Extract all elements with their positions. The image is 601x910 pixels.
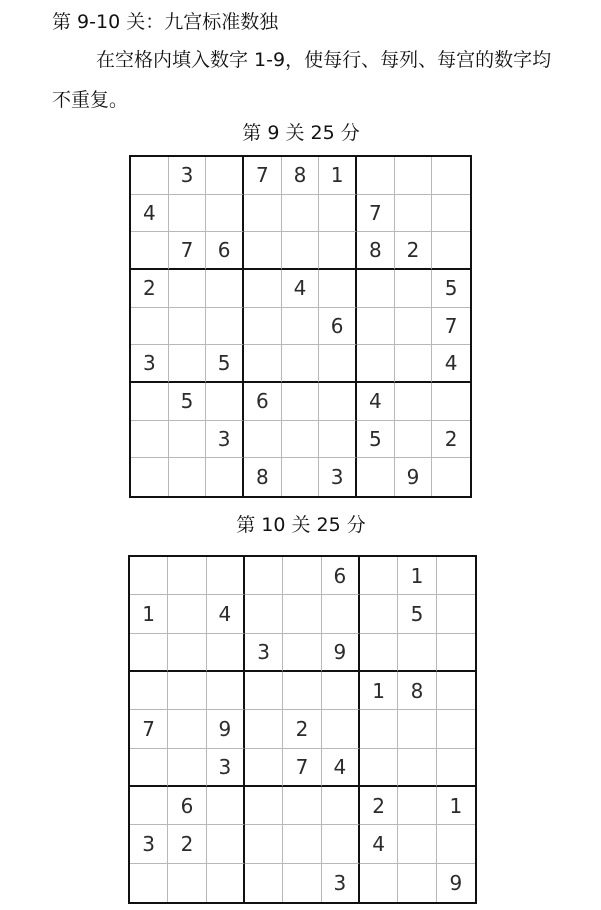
sudoku-cell[interactable] bbox=[207, 557, 245, 595]
sudoku-cell[interactable] bbox=[244, 308, 282, 346]
sudoku-cell[interactable] bbox=[437, 710, 475, 748]
sudoku-cell[interactable] bbox=[322, 595, 360, 633]
sudoku-cell: 7 bbox=[169, 232, 207, 270]
sudoku-cell[interactable] bbox=[395, 383, 433, 421]
sudoku-cell[interactable] bbox=[360, 710, 398, 748]
sudoku-cell[interactable] bbox=[357, 157, 395, 195]
sudoku-cell: 6 bbox=[244, 383, 282, 421]
sudoku-cell: 3 bbox=[245, 634, 283, 672]
sudoku-cell: 2 bbox=[131, 270, 169, 308]
sudoku-cell: 3 bbox=[206, 421, 244, 459]
sudoku-cell[interactable] bbox=[130, 864, 168, 902]
sudoku-cell[interactable] bbox=[319, 232, 357, 270]
sudoku-cell[interactable] bbox=[282, 421, 320, 459]
sudoku-cell: 7 bbox=[432, 308, 470, 346]
sudoku-cell[interactable] bbox=[131, 458, 169, 496]
sudoku-cell: 2 bbox=[283, 710, 321, 748]
sudoku-cell[interactable] bbox=[168, 634, 206, 672]
sudoku-cell[interactable] bbox=[168, 557, 206, 595]
sudoku-cell: 8 bbox=[398, 672, 436, 710]
sudoku-cell: 8 bbox=[282, 157, 320, 195]
sudoku-cell[interactable] bbox=[169, 308, 207, 346]
puzzle-title-9: 第 9 关 25 分 bbox=[242, 122, 360, 144]
sudoku-cell[interactable] bbox=[206, 308, 244, 346]
sudoku-cell[interactable] bbox=[319, 270, 357, 308]
sudoku-cell[interactable] bbox=[207, 634, 245, 672]
sudoku-cell[interactable] bbox=[245, 710, 283, 748]
sudoku-cell[interactable] bbox=[322, 825, 360, 863]
page-heading: 第 9-10 关：九宫标准数独 bbox=[52, 11, 279, 33]
sudoku-cell[interactable] bbox=[283, 595, 321, 633]
sudoku-cell: 4 bbox=[131, 195, 169, 233]
sudoku-cell: 3 bbox=[207, 749, 245, 787]
sudoku-cell[interactable] bbox=[283, 634, 321, 672]
sudoku-cell[interactable] bbox=[131, 308, 169, 346]
sudoku-cell[interactable] bbox=[398, 749, 436, 787]
sudoku-cell: 9 bbox=[322, 634, 360, 672]
sudoku-cell: 8 bbox=[357, 232, 395, 270]
sudoku-cell[interactable] bbox=[130, 749, 168, 787]
sudoku-cell[interactable] bbox=[395, 270, 433, 308]
sudoku-cell[interactable] bbox=[357, 345, 395, 383]
sudoku-cell: 4 bbox=[357, 383, 395, 421]
sudoku-cell[interactable] bbox=[398, 787, 436, 825]
sudoku-cell[interactable] bbox=[432, 195, 470, 233]
sudoku-cell: 7 bbox=[244, 157, 282, 195]
sudoku-cell: 1 bbox=[319, 157, 357, 195]
sudoku-cell[interactable] bbox=[432, 383, 470, 421]
sudoku-cell[interactable] bbox=[282, 308, 320, 346]
sudoku-cell[interactable] bbox=[360, 557, 398, 595]
sudoku-cell: 4 bbox=[207, 595, 245, 633]
sudoku-cell[interactable] bbox=[360, 634, 398, 672]
sudoku-cell: 8 bbox=[244, 458, 282, 496]
sudoku-cell[interactable] bbox=[437, 595, 475, 633]
sudoku-cell: 1 bbox=[398, 557, 436, 595]
sudoku-cell: 3 bbox=[319, 458, 357, 496]
sudoku-cell[interactable] bbox=[437, 672, 475, 710]
sudoku-cell[interactable] bbox=[395, 195, 433, 233]
sudoku-cell[interactable] bbox=[169, 345, 207, 383]
sudoku-cell[interactable] bbox=[282, 383, 320, 421]
sudoku-cell[interactable] bbox=[432, 232, 470, 270]
sudoku-cell[interactable] bbox=[322, 710, 360, 748]
instructions: 在空格内填入数字 1-9，使每行、每列、每宫的数字均不重复。 bbox=[52, 49, 552, 111]
sudoku-cell: 7 bbox=[357, 195, 395, 233]
sudoku-cell[interactable] bbox=[169, 270, 207, 308]
sudoku-cell[interactable] bbox=[395, 157, 433, 195]
sudoku-cell[interactable] bbox=[169, 195, 207, 233]
sudoku-cell[interactable] bbox=[169, 458, 207, 496]
sudoku-cell[interactable] bbox=[282, 195, 320, 233]
sudoku-cell: 5 bbox=[432, 270, 470, 308]
sudoku-cell[interactable] bbox=[207, 787, 245, 825]
sudoku-cell[interactable] bbox=[357, 458, 395, 496]
sudoku-cell: 6 bbox=[168, 787, 206, 825]
puzzle-title-10: 第 10 关 25 分 bbox=[236, 514, 366, 536]
sudoku-cell: 7 bbox=[283, 749, 321, 787]
sudoku-cell[interactable] bbox=[245, 825, 283, 863]
sudoku-cell[interactable] bbox=[206, 458, 244, 496]
sudoku-cell[interactable] bbox=[282, 232, 320, 270]
sudoku-cell[interactable] bbox=[283, 787, 321, 825]
sudoku-cell[interactable] bbox=[319, 383, 357, 421]
sudoku-cell[interactable] bbox=[432, 458, 470, 496]
sudoku-cell[interactable] bbox=[130, 787, 168, 825]
sudoku-cell[interactable] bbox=[206, 383, 244, 421]
sudoku-cell[interactable] bbox=[168, 672, 206, 710]
sudoku-cell[interactable] bbox=[244, 421, 282, 459]
sudoku-cell[interactable] bbox=[244, 232, 282, 270]
sudoku-cell[interactable] bbox=[245, 557, 283, 595]
sudoku-cell[interactable] bbox=[360, 749, 398, 787]
sudoku-cell[interactable] bbox=[131, 421, 169, 459]
sudoku-cell: 2 bbox=[395, 232, 433, 270]
sudoku-cell: 7 bbox=[130, 710, 168, 748]
sudoku-cell[interactable] bbox=[245, 749, 283, 787]
sudoku-cell: 6 bbox=[322, 557, 360, 595]
sudoku-cell[interactable] bbox=[206, 270, 244, 308]
sudoku-cell[interactable] bbox=[357, 270, 395, 308]
sudoku-grid-9 bbox=[129, 155, 472, 498]
sudoku-cell[interactable] bbox=[283, 672, 321, 710]
sudoku-cell: 3 bbox=[130, 825, 168, 863]
sudoku-cell[interactable] bbox=[282, 458, 320, 496]
sudoku-cell[interactable] bbox=[168, 595, 206, 633]
sudoku-cell: 4 bbox=[360, 825, 398, 863]
sudoku-cell[interactable] bbox=[207, 825, 245, 863]
sudoku-cell[interactable] bbox=[207, 864, 245, 902]
sudoku-cell[interactable] bbox=[283, 825, 321, 863]
sudoku-cell[interactable] bbox=[169, 421, 207, 459]
sudoku-cell: 1 bbox=[437, 787, 475, 825]
sudoku-cell[interactable] bbox=[131, 383, 169, 421]
sudoku-cell: 6 bbox=[206, 232, 244, 270]
sudoku-cell: 2 bbox=[360, 787, 398, 825]
sudoku-cell: 3 bbox=[169, 157, 207, 195]
sudoku-cell[interactable] bbox=[130, 557, 168, 595]
sudoku-cell: 5 bbox=[357, 421, 395, 459]
sudoku-cell[interactable] bbox=[437, 634, 475, 672]
sudoku-cell[interactable] bbox=[244, 195, 282, 233]
sudoku-cell: 6 bbox=[319, 308, 357, 346]
sudoku-cell: 2 bbox=[168, 825, 206, 863]
sudoku-cell: 1 bbox=[360, 672, 398, 710]
sudoku-cell[interactable] bbox=[395, 421, 433, 459]
sudoku-cell: 3 bbox=[322, 864, 360, 902]
sudoku-cell[interactable] bbox=[395, 308, 433, 346]
sudoku-cell[interactable] bbox=[168, 710, 206, 748]
sudoku-cell[interactable] bbox=[168, 749, 206, 787]
sudoku-cell[interactable] bbox=[206, 195, 244, 233]
sudoku-cell[interactable] bbox=[398, 710, 436, 748]
sudoku-cell[interactable] bbox=[398, 634, 436, 672]
sudoku-cell[interactable] bbox=[131, 232, 169, 270]
sudoku-cell[interactable] bbox=[131, 157, 169, 195]
sudoku-cell[interactable] bbox=[319, 421, 357, 459]
sudoku-cell[interactable] bbox=[130, 634, 168, 672]
sudoku-cell[interactable] bbox=[360, 864, 398, 902]
sudoku-cell[interactable] bbox=[245, 595, 283, 633]
sudoku-cell: 3 bbox=[131, 345, 169, 383]
sudoku-cell[interactable] bbox=[395, 345, 433, 383]
sudoku-cell[interactable] bbox=[244, 270, 282, 308]
sudoku-cell[interactable] bbox=[437, 825, 475, 863]
sudoku-cell: 9 bbox=[449, 870, 463, 895]
sudoku-cell: 5 bbox=[398, 595, 436, 633]
sudoku-cell: 9 bbox=[207, 710, 245, 748]
sudoku-cell[interactable] bbox=[130, 672, 168, 710]
sudoku-cell[interactable] bbox=[437, 557, 475, 595]
sudoku-cell[interactable] bbox=[283, 864, 321, 902]
sudoku-cell: 2 bbox=[432, 421, 470, 459]
sudoku-cell: 5 bbox=[169, 383, 207, 421]
sudoku-cell: 4 bbox=[322, 749, 360, 787]
sudoku-cell[interactable] bbox=[432, 157, 470, 195]
sudoku-cell[interactable] bbox=[245, 864, 283, 902]
sudoku-cell[interactable] bbox=[283, 557, 321, 595]
sudoku-cell: 5 bbox=[206, 345, 244, 383]
sudoku-cell[interactable] bbox=[398, 864, 436, 902]
sudoku-cell[interactable] bbox=[322, 672, 360, 710]
sudoku-cell[interactable] bbox=[282, 345, 320, 383]
sudoku-cell[interactable] bbox=[245, 672, 283, 710]
sudoku-cell[interactable] bbox=[319, 195, 357, 233]
sudoku-cell[interactable] bbox=[357, 308, 395, 346]
sudoku-cell: 9 bbox=[395, 458, 433, 496]
sudoku-grid-10 bbox=[128, 555, 477, 904]
sudoku-cell[interactable] bbox=[245, 787, 283, 825]
sudoku-cell: 1 bbox=[130, 595, 168, 633]
sudoku-cell: 4 bbox=[282, 270, 320, 308]
sudoku-cell[interactable] bbox=[207, 672, 245, 710]
sudoku-cell[interactable] bbox=[168, 864, 206, 902]
sudoku-cell[interactable] bbox=[360, 595, 398, 633]
sudoku-cell[interactable] bbox=[398, 825, 436, 863]
sudoku-cell[interactable] bbox=[437, 749, 475, 787]
sudoku-cell[interactable] bbox=[244, 345, 282, 383]
sudoku-cell[interactable] bbox=[319, 345, 357, 383]
sudoku-cell: 4 bbox=[432, 345, 470, 383]
sudoku-cell[interactable] bbox=[322, 787, 360, 825]
sudoku-cell[interactable] bbox=[206, 157, 244, 195]
